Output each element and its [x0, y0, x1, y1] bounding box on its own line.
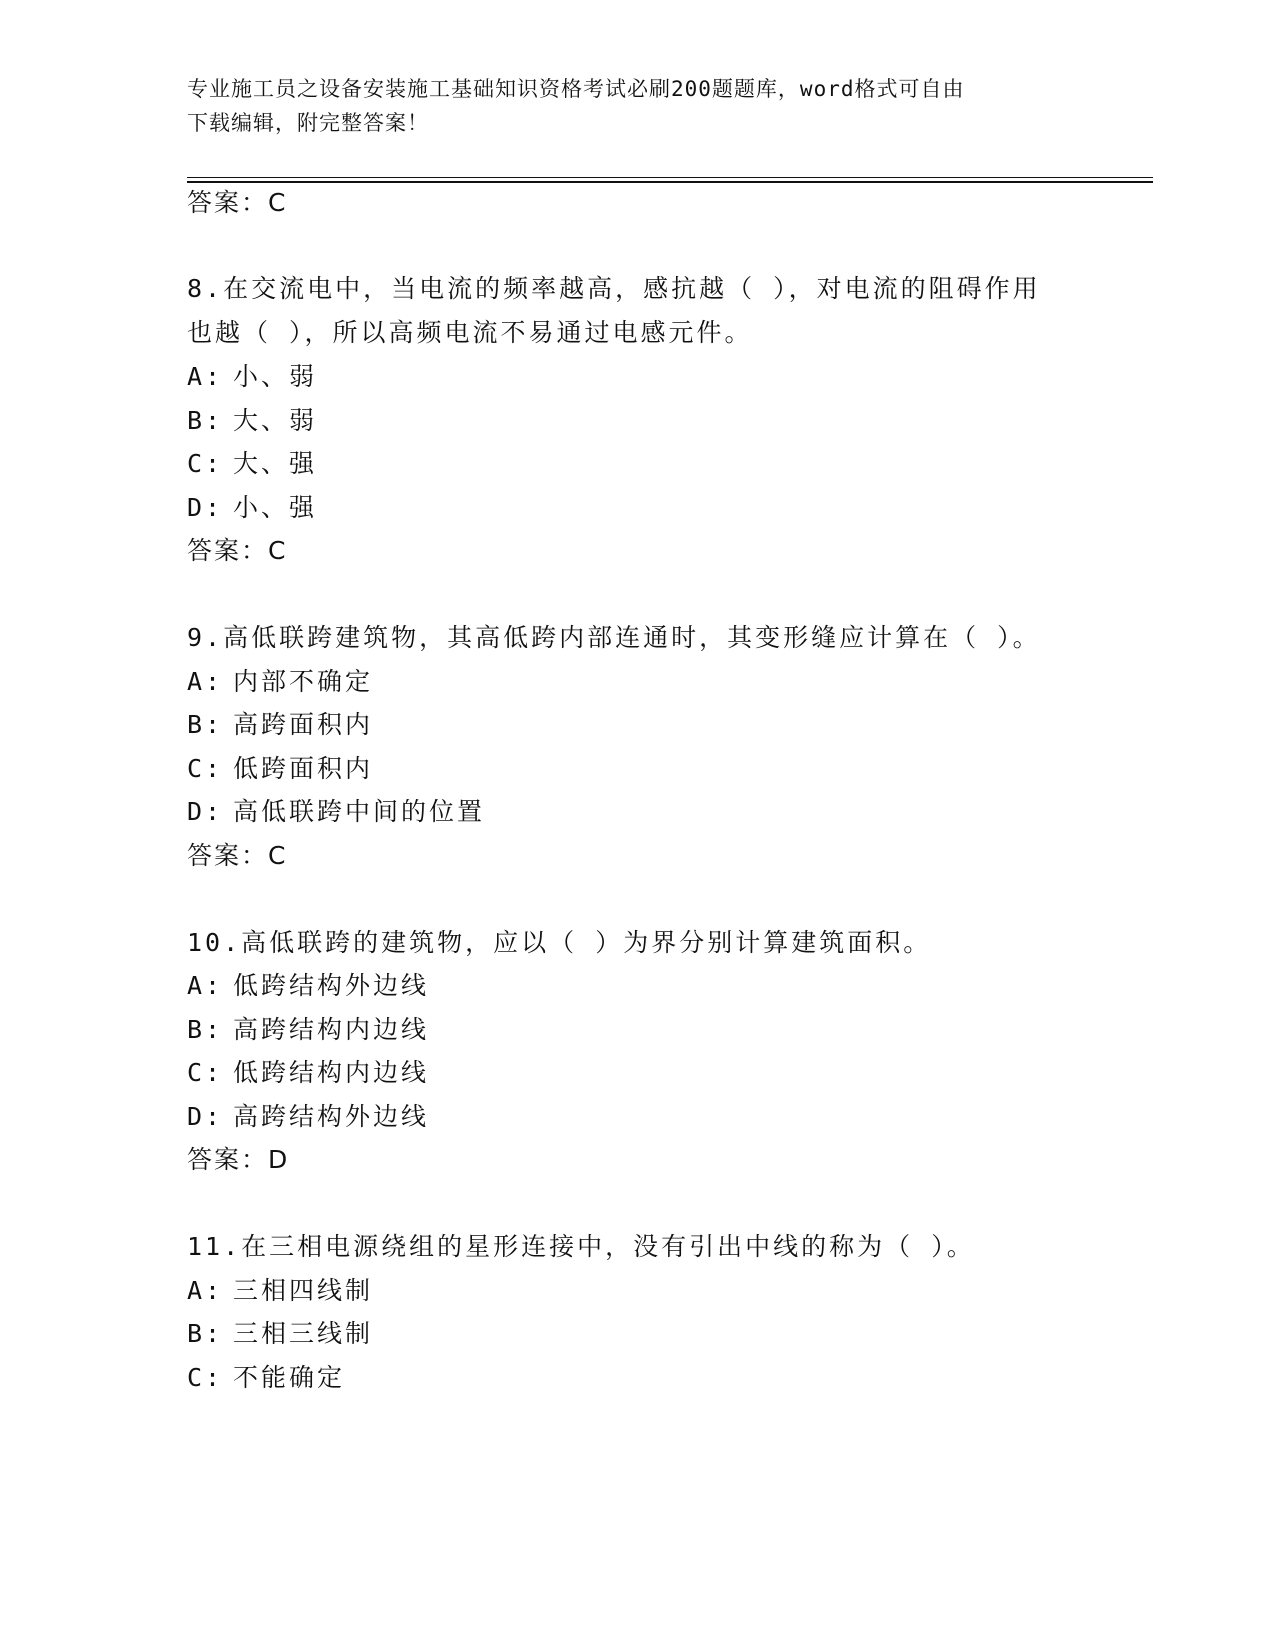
- option-text: 高跨面积内: [233, 710, 374, 739]
- option-label: D:: [187, 797, 224, 826]
- question-9-option-b: [187, 709, 373, 741]
- option-text: 大、弱: [233, 406, 318, 435]
- option-text: 内部不确定: [233, 667, 374, 696]
- question-10-option-b: [187, 1014, 429, 1046]
- option-label: A:: [187, 362, 224, 391]
- option-label: D:: [187, 1102, 224, 1131]
- option-text: 低跨结构内边线: [233, 1058, 430, 1087]
- question-8-option-d: [187, 492, 317, 524]
- question-9-option-a: [187, 666, 373, 698]
- question-8-option-a: [187, 361, 317, 393]
- option-text: 小、强: [233, 493, 318, 522]
- option-text: 大、强: [233, 449, 318, 478]
- option-label: C:: [187, 754, 224, 783]
- question-9-answer: 答案：C: [187, 841, 288, 870]
- question-10-option-a: [187, 970, 429, 1002]
- option-text: 高低联跨中间的位置: [233, 797, 486, 826]
- header-line-1: 专业施工员之设备安装施工基础知识资格考试必刷200题题库，word格式可自由: [187, 77, 965, 101]
- option-label: C:: [187, 1363, 224, 1392]
- option-label: D:: [187, 493, 224, 522]
- question-11-option-c: [187, 1362, 345, 1394]
- option-label: B:: [187, 406, 224, 435]
- question-9-option-d: [187, 796, 485, 828]
- option-text: 低跨面积内: [233, 754, 374, 783]
- option-label: A:: [187, 667, 224, 696]
- option-text: 三相三线制: [233, 1319, 374, 1348]
- question-9-stem-line-1: 9.高低联跨建筑物，其高低跨内部连通时，其变形缝应计算在（ ）。: [187, 623, 1041, 652]
- question-8-option-c: [187, 448, 317, 480]
- question-10-option-d: [187, 1101, 429, 1133]
- previous-answer: 答案：C: [187, 188, 288, 217]
- option-text: 小、弱: [233, 362, 318, 391]
- option-label: B:: [187, 710, 224, 739]
- header-line-2: 下载编辑，附完整答案！: [187, 111, 429, 135]
- question-10-answer: 答案：D: [187, 1145, 290, 1174]
- option-text: 低跨结构外边线: [233, 971, 430, 1000]
- option-text: 不能确定: [233, 1363, 346, 1392]
- question-10-option-c: [187, 1057, 429, 1089]
- header-rule-thin: [187, 177, 1153, 178]
- option-label: C:: [187, 1058, 224, 1087]
- question-10-stem-line-1: 10.高低联跨的建筑物，应以（ ）为界分别计算建筑面积。: [187, 928, 932, 957]
- option-label: A:: [187, 971, 224, 1000]
- question-11-stem-line-1: 11.在三相电源绕组的星形连接中，没有引出中线的称为（ ）。: [187, 1232, 975, 1261]
- option-label: A:: [187, 1276, 224, 1305]
- question-9-option-c: [187, 753, 373, 785]
- header-rule-thick: [187, 181, 1153, 183]
- question-11-option-a: [187, 1275, 373, 1307]
- option-label: B:: [187, 1015, 224, 1044]
- option-text: 高跨结构内边线: [233, 1015, 430, 1044]
- document-header: [187, 72, 1087, 140]
- question-8-answer: 答案：C: [187, 536, 288, 565]
- option-text: 三相四线制: [233, 1276, 374, 1305]
- question-11-option-b: [187, 1318, 373, 1350]
- option-label: C:: [187, 449, 224, 478]
- question-8-stem-line-1: 8.在交流电中，当电流的频率越高，感抗越（ ），对电流的阻碍作用: [187, 274, 1041, 303]
- question-8-stem-line-2: 也越（ ），所以高频电流不易通过电感元件。: [187, 318, 753, 347]
- option-text: 高跨结构外边线: [233, 1102, 430, 1131]
- option-label: B:: [187, 1319, 224, 1348]
- question-8-option-b: [187, 405, 317, 437]
